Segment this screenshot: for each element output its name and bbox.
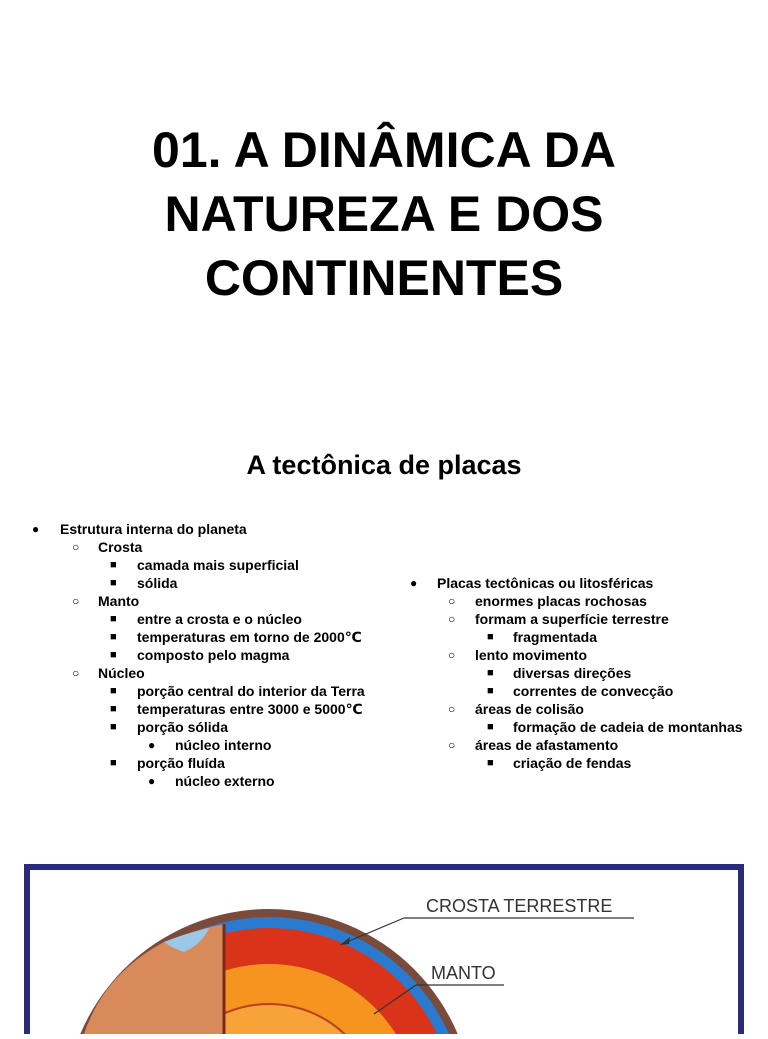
bullet-disc: ● — [148, 738, 156, 752]
outline-item-text: temperaturas entre 3000 e 5000℃ — [137, 701, 363, 717]
outline-item-text: sólida — [137, 575, 178, 591]
bullet-disc: ● — [410, 576, 418, 590]
list-item — [0, 736, 750, 754]
bullet-square: ■ — [110, 559, 117, 571]
label-mantle: MANTO — [431, 963, 496, 983]
bullet-circle: ○ — [448, 702, 456, 716]
outline-item-text: Crosta — [98, 539, 143, 555]
title-line-2: NATUREZA E DOS — [164, 186, 604, 242]
outline-item-text: porção sólida — [137, 719, 229, 735]
outline-item-text: Estrutura interna do planeta — [60, 521, 247, 537]
outline-item-text: áreas de afastamento — [475, 737, 619, 753]
bullet-square: ■ — [110, 613, 117, 625]
label-crust: CROSTA TERRESTRE — [426, 896, 613, 916]
list-item — [0, 772, 374, 790]
outline-item-text: núcleo externo — [175, 773, 275, 789]
bullet-circle: ○ — [448, 648, 456, 662]
bullet-square: ■ — [110, 721, 117, 733]
bullet-square: ■ — [110, 685, 117, 697]
bullet-circle: ○ — [72, 540, 80, 554]
bullet-square: ■ — [110, 577, 117, 589]
bullet-square: ■ — [110, 649, 117, 661]
bullet-circle: ○ — [72, 594, 80, 608]
bullet-square: ■ — [487, 667, 494, 679]
list-item — [0, 646, 750, 664]
bullet-square: ■ — [487, 685, 494, 697]
bullet-disc: ● — [148, 774, 156, 788]
outline-item-text: formam a superfície terrestre — [475, 611, 669, 627]
list-item — [0, 754, 750, 772]
outline-item-text: porção fluída — [137, 755, 225, 771]
outline-item-text: correntes de convecção — [513, 683, 674, 699]
bullet-square: ■ — [110, 757, 117, 769]
outline-item-text: porção central do interior da Terra — [137, 683, 365, 699]
outline-item-text: temperaturas em torno de 2000℃ — [137, 629, 362, 645]
list-item — [0, 520, 374, 538]
outline-item-text: composto pelo magma — [137, 647, 290, 663]
list-item — [0, 592, 750, 610]
outline-item-text: fragmentada — [513, 629, 598, 645]
outline-item-text: enormes placas rochosas — [475, 593, 647, 609]
bullet-square: ■ — [487, 631, 494, 643]
bullet-square: ■ — [487, 757, 494, 769]
bullet-circle: ○ — [448, 612, 456, 626]
outline-item-text: Placas tectônicas ou litosféricas — [437, 575, 654, 591]
bullet-square: ■ — [110, 703, 117, 715]
list-item — [0, 610, 750, 628]
bullet-circle: ○ — [448, 738, 456, 752]
list-item — [0, 664, 750, 682]
bullet-disc: ● — [32, 522, 40, 536]
outline-item-text: núcleo interno — [175, 737, 272, 753]
list-item — [0, 574, 750, 592]
bullet-square: ■ — [110, 631, 117, 643]
list-item — [0, 718, 750, 736]
title-line-3: CONTINENTES — [204, 250, 564, 306]
page-title — [0, 118, 768, 310]
earth-structure-figure — [24, 864, 744, 1034]
list-item — [0, 556, 374, 574]
section-heading: A tectônica de placas — [246, 450, 522, 480]
list-item — [0, 628, 750, 646]
outline-item-text: Núcleo — [98, 665, 145, 681]
outline-item-text: camada mais superficial — [137, 557, 299, 573]
outline-item-text: Manto — [98, 593, 140, 609]
outline-item-text: formação de cadeia de montanhas — [513, 719, 743, 735]
title-line-1: 01. A DINÂMICA DA — [152, 122, 616, 178]
list-item — [0, 700, 750, 718]
bullet-square: ■ — [487, 721, 494, 733]
outline-item-text: entre a crosta e o núcleo — [137, 611, 302, 627]
list-item — [0, 682, 750, 700]
bullet-circle: ○ — [448, 594, 456, 608]
outline-right — [0, 574, 750, 772]
outline-item-text: criação de fendas — [513, 755, 632, 771]
bullet-circle: ○ — [72, 666, 80, 680]
outline-item-text: diversas direções — [513, 665, 632, 681]
list-item — [0, 538, 374, 556]
earth-structure-diagram — [24, 864, 744, 1034]
outline-item-text: lento movimento — [475, 647, 588, 663]
outline-item-text: áreas de colisão — [475, 701, 584, 717]
